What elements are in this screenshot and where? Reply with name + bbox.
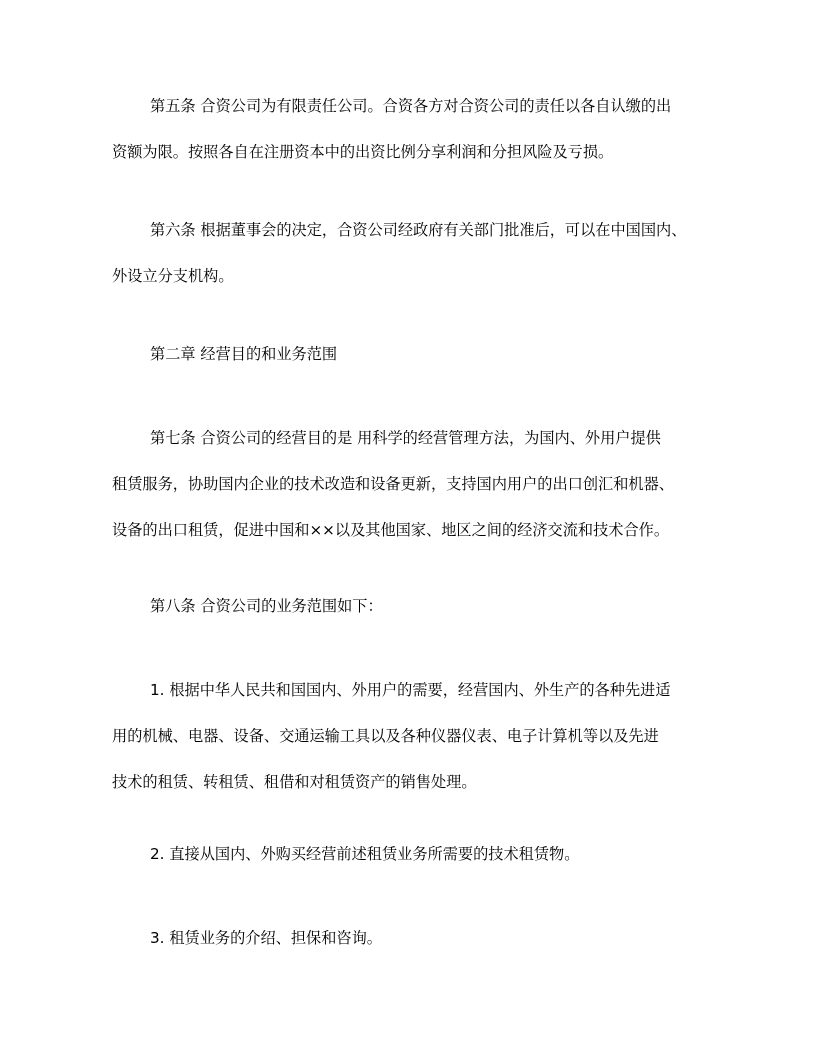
paragraph-line: 设备的出口租赁，促进中国和××以及其他国家、地区之间的经济交流和技术合作。 xyxy=(112,521,670,539)
heading-line: 第二章 经营目的和业务范围 xyxy=(150,345,338,363)
paragraph-line: 第五条 合资公司为有限责任公司。合资各方对合资公司的责任以各自认缴的出 xyxy=(150,97,672,115)
paragraph-line: 第七条 合资公司的经营目的是 用科学的经营管理方法，为国内、外用户提供 xyxy=(150,429,661,447)
article-6-paragraph xyxy=(112,207,702,299)
item-1-paragraph xyxy=(112,667,702,805)
paragraph-line: 租赁服务，协助国内企业的技术改造和设备更新，支持国内用户的出口创汇和机器、 xyxy=(112,475,674,493)
paragraph-line: 3. 租赁业务的介绍、担保和咨询。 xyxy=(150,929,382,947)
article-5-paragraph xyxy=(112,83,702,175)
paragraph-line: 外设立分支机构。 xyxy=(112,267,234,285)
paragraph-line: 技术的租赁、转租赁、租借和对租赁资产的销售处理。 xyxy=(112,773,477,791)
item-3-paragraph xyxy=(112,915,702,961)
paragraph-line: 2. 直接从国内、外购买经营前述租赁业务所需要的技术租赁物。 xyxy=(150,845,580,863)
article-7-paragraph xyxy=(112,415,702,553)
chapter-2-heading xyxy=(112,331,702,377)
paragraph-line: 用的机械、电器、设备、交通运输工具以及各种仪器仪表、电子计算机等以及先进 xyxy=(112,727,659,745)
paragraph-line: 第八条 合资公司的业务范围如下： xyxy=(150,597,383,615)
paragraph-line: 资额为限。按照各自在注册资本中的出资比例分享利润和分担风险及亏损。 xyxy=(112,143,614,161)
paragraph-line: 1. 根据中华人民共和国国内、外用户的需要，经营国内、外生产的各种先进适 xyxy=(150,681,671,699)
item-2-paragraph xyxy=(112,831,702,877)
article-8-paragraph xyxy=(112,583,702,629)
paragraph-line: 第六条 根据董事会的决定，合资公司经政府有关部门批准后，可以在中国国内、 xyxy=(150,221,687,239)
